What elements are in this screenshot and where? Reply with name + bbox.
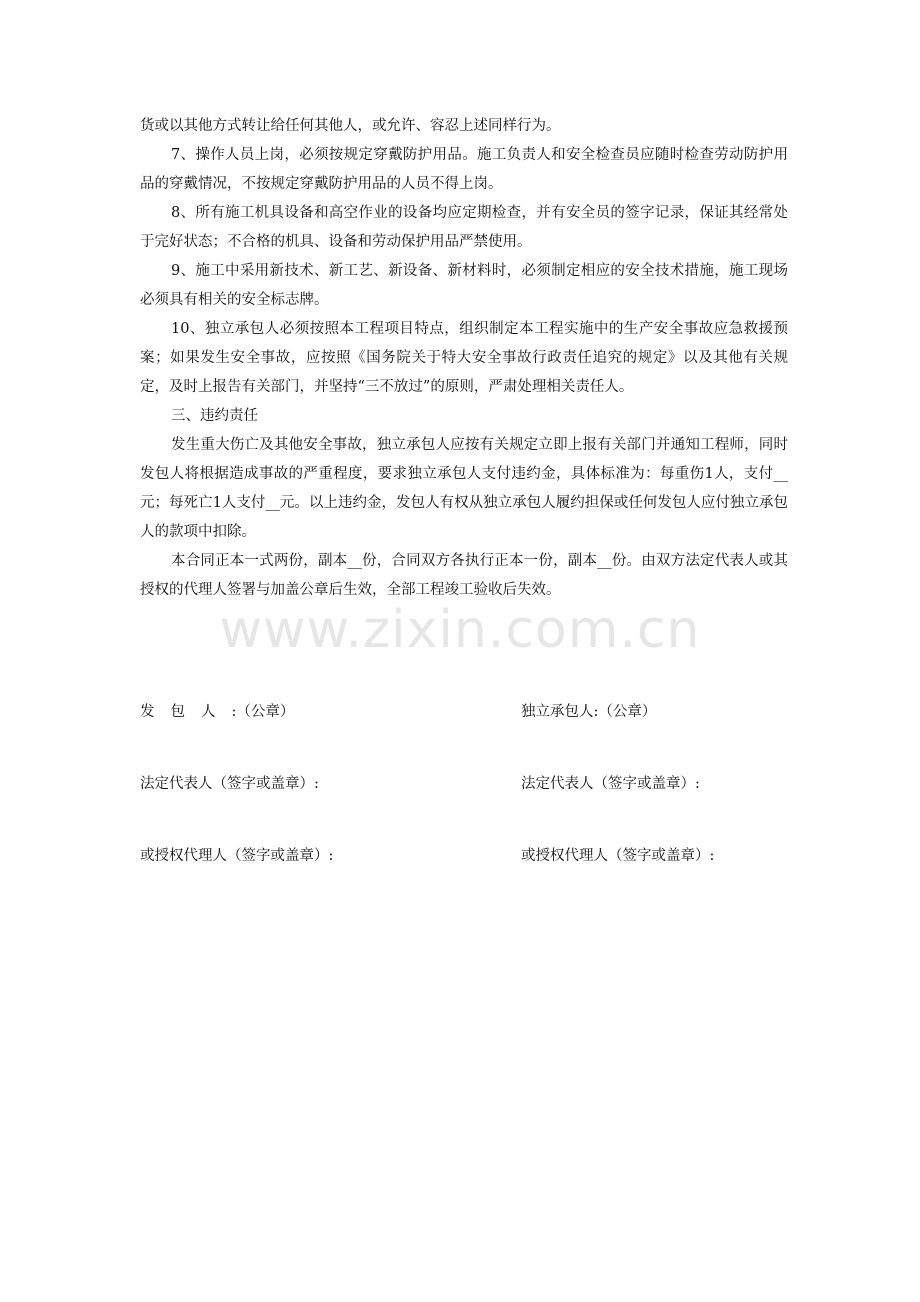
signature-employer-agent: 或授权代理人（签字或盖章）:: [140, 848, 334, 864]
signature-employer-legal-rep: 法定代表人（签字或盖章）:: [140, 776, 319, 792]
section-heading-breach-liability: 三、违约责任: [171, 408, 258, 424]
signature-employer-seal: [140, 702, 294, 722]
paragraph-clause-7: 7、操作人员上岗，必须按规定穿戴防护用品。施工负责人和安全检查员应随时检查劳动防护用品的穿戴情况，不按规定穿戴防护用品的人员不得上岗。: [140, 147, 788, 192]
signature-contractor-seal: 独立承包人:（公章）: [521, 704, 657, 720]
paragraph-continuation: 货或以其他方式转让给任何其他人，或允许、容忍上述同样行为。: [140, 118, 561, 134]
paragraph-clause-9: 9、施工中采用新技术、新工艺、新设备、新材料时，必须制定相应的安全技术措施，施工现场必须具有相关的安全标志牌。: [140, 263, 788, 308]
paragraph-clause-8: 8、所有施工机具设备和高空作业的设备均应定期检查，并有安全员的签字记录，保证其经常处于完好状态；不合格的机具、设备和劳动保护用品严禁使用。: [140, 205, 788, 250]
watermark: www.zixin.com.cn: [219, 600, 701, 660]
paragraph-copies-validity: 本合同正本一式两份，副本__份，合同双方各执行正本一份，副本__份。由双方法定代表人或其授权的代理人签署与加盖公章后生效，全部工程竣工验收后失效。: [140, 553, 788, 598]
signature-contractor-agent: 或授权代理人（签字或盖章）:: [521, 848, 715, 864]
employer-seal-label: :（公章）: [231, 704, 295, 720]
employer-label: 发包人: [140, 704, 232, 720]
paragraph-breach-terms: 发生重大伤亡及其他安全事故，独立承包人应按有关规定立即上报有关部门并通知工程师，同时发包人将根据造成事故的严重程度，要求独立承包人支付违约金，具体标准为：每重伤1人，支付__元；每死亡1人支付__元。以上违约金，发包人有权从独立承包人履约担保或任何发包人应付独立承包人的款项中扣除。: [140, 437, 788, 540]
paragraph-clause-10: 10、独立承包人必须按照本工程项目特点，组织制定本工程实施中的生产安全事故应急救援预案；如果发生安全事故，应按照《国务院关于特大安全事故行政责任追究的规定》以及其他有关规定，及时上报告有关部门，并坚持“三不放过”的原则，严肃处理相关责任人。: [140, 321, 788, 395]
contract-body: [140, 112, 788, 605]
signature-contractor-legal-rep: 法定代表人（签字或盖章）:: [521, 776, 700, 792]
